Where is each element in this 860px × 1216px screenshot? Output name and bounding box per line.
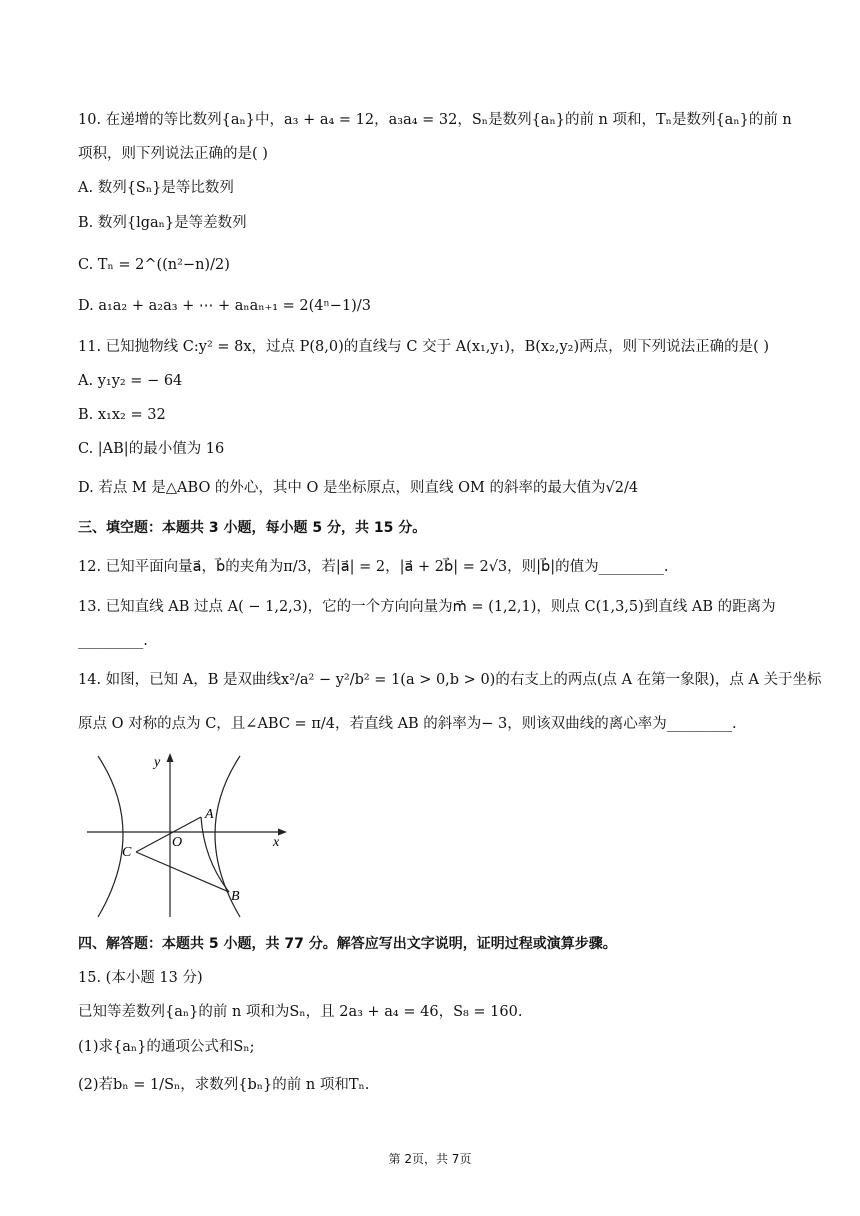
x-axis-arrow [278,829,287,836]
q11-option-a: A. y₁y₂ = − 64 [78,373,183,389]
hyperbola-figure [82,752,302,924]
label-y: y [154,755,161,770]
q14-line1: 14. 如图，已知 A，B 是双曲线x²/a² − y²/b² = 1(a > 0,b > 0)的右支上的两点(点 A 在第一象限)，点 A 关于坐标 [78,672,822,688]
q10-stem-line2: 项积，则下列说法正确的是( ) [78,146,268,162]
q15-part2: (2)若bₙ = 1/Sₙ，求数列{bₙ}的前 n 项和Tₙ. [78,1077,370,1093]
q14-line2: 原点 O 对称的点为 C，且∠ABC = π/4，若直线 AB 的斜率为− 3，则该双曲线的离心率为_________. [78,716,737,732]
q10-option-a: A. 数列{Sₙ}是等比数列 [78,180,234,196]
label-o: O [172,835,183,850]
hyperbola-left-branch [98,756,123,917]
q15-title: 15. (本小题 13 分) [78,970,203,986]
segment-cb [136,852,229,892]
label-b: B [231,889,240,904]
q13-line2: _________. [78,633,148,649]
label-c: C [122,845,132,860]
q10-option-d: D. a₁a₂ + a₂a₃ + ⋯ + aₙaₙ₊₁ = 2(4ⁿ−1)/3 [78,298,371,314]
q10-stem-line1: 10. 在递增的等比数列{aₙ}中，a₃ + a₄ = 12，a₃a₄ = 32，Sₙ是数列{aₙ}的前 n 项和，Tₙ是数列{aₙ}的前 n [78,112,792,128]
q15-part1: (1)求{aₙ}的通项公式和Sₙ; [78,1039,255,1055]
q10-option-c: C. Tₙ = 2^((n²−n)/2) [78,257,230,273]
y-axis-arrow [167,753,174,762]
q15-stem: 已知等差数列{aₙ}的前 n 项和为Sₙ，且 2a₃ + a₄ = 46，S₈ = 160. [78,1004,523,1020]
segment-ca [136,817,201,852]
q11-option-c: C. |AB|的最小值为 16 [78,441,225,457]
q11-option-d: D. 若点 M 是△ABO 的外心，其中 O 是坐标原点，则直线 OM 的斜率的最大值为√2/4 [78,480,639,496]
page-footer: 第 2页，共 7页 [388,1152,472,1166]
q13-line1: 13. 已知直线 AB 过点 A( − 1,2,3)，它的一个方向向量为m⃗ = (1,2,1)，则点 C(1,3,5)到直线 AB 的距离为 [78,599,776,615]
label-x: x [273,835,280,850]
q11-stem: 11. 已知抛物线 C:y² = 8x，过点 P(8,0)的直线与 C 交于 A(x₁,y₁)，B(x₂,y₂)两点，则下列说法正确的是( ) [78,339,770,355]
q11-option-b: B. x₁x₂ = 32 [78,407,166,423]
q12: 12. 已知平面向量a⃗，b⃗的夹角为π/3，若|a⃗| = 2，|a⃗ + 2b⃗| = 2√3，则|b⃗|的值为_________. [78,559,669,575]
label-a: A [205,807,214,822]
section-3-heading: 三、填空题：本题共 3 小题，每小题 5 分，共 15 分。 [78,520,427,536]
q10-option-b: B. 数列{lgaₙ}是等差数列 [78,215,247,231]
section-4-heading: 四、解答题：本题共 5 小题，共 77 分。解答应写出文字说明，证明过程或演算步骤。 [78,936,617,952]
